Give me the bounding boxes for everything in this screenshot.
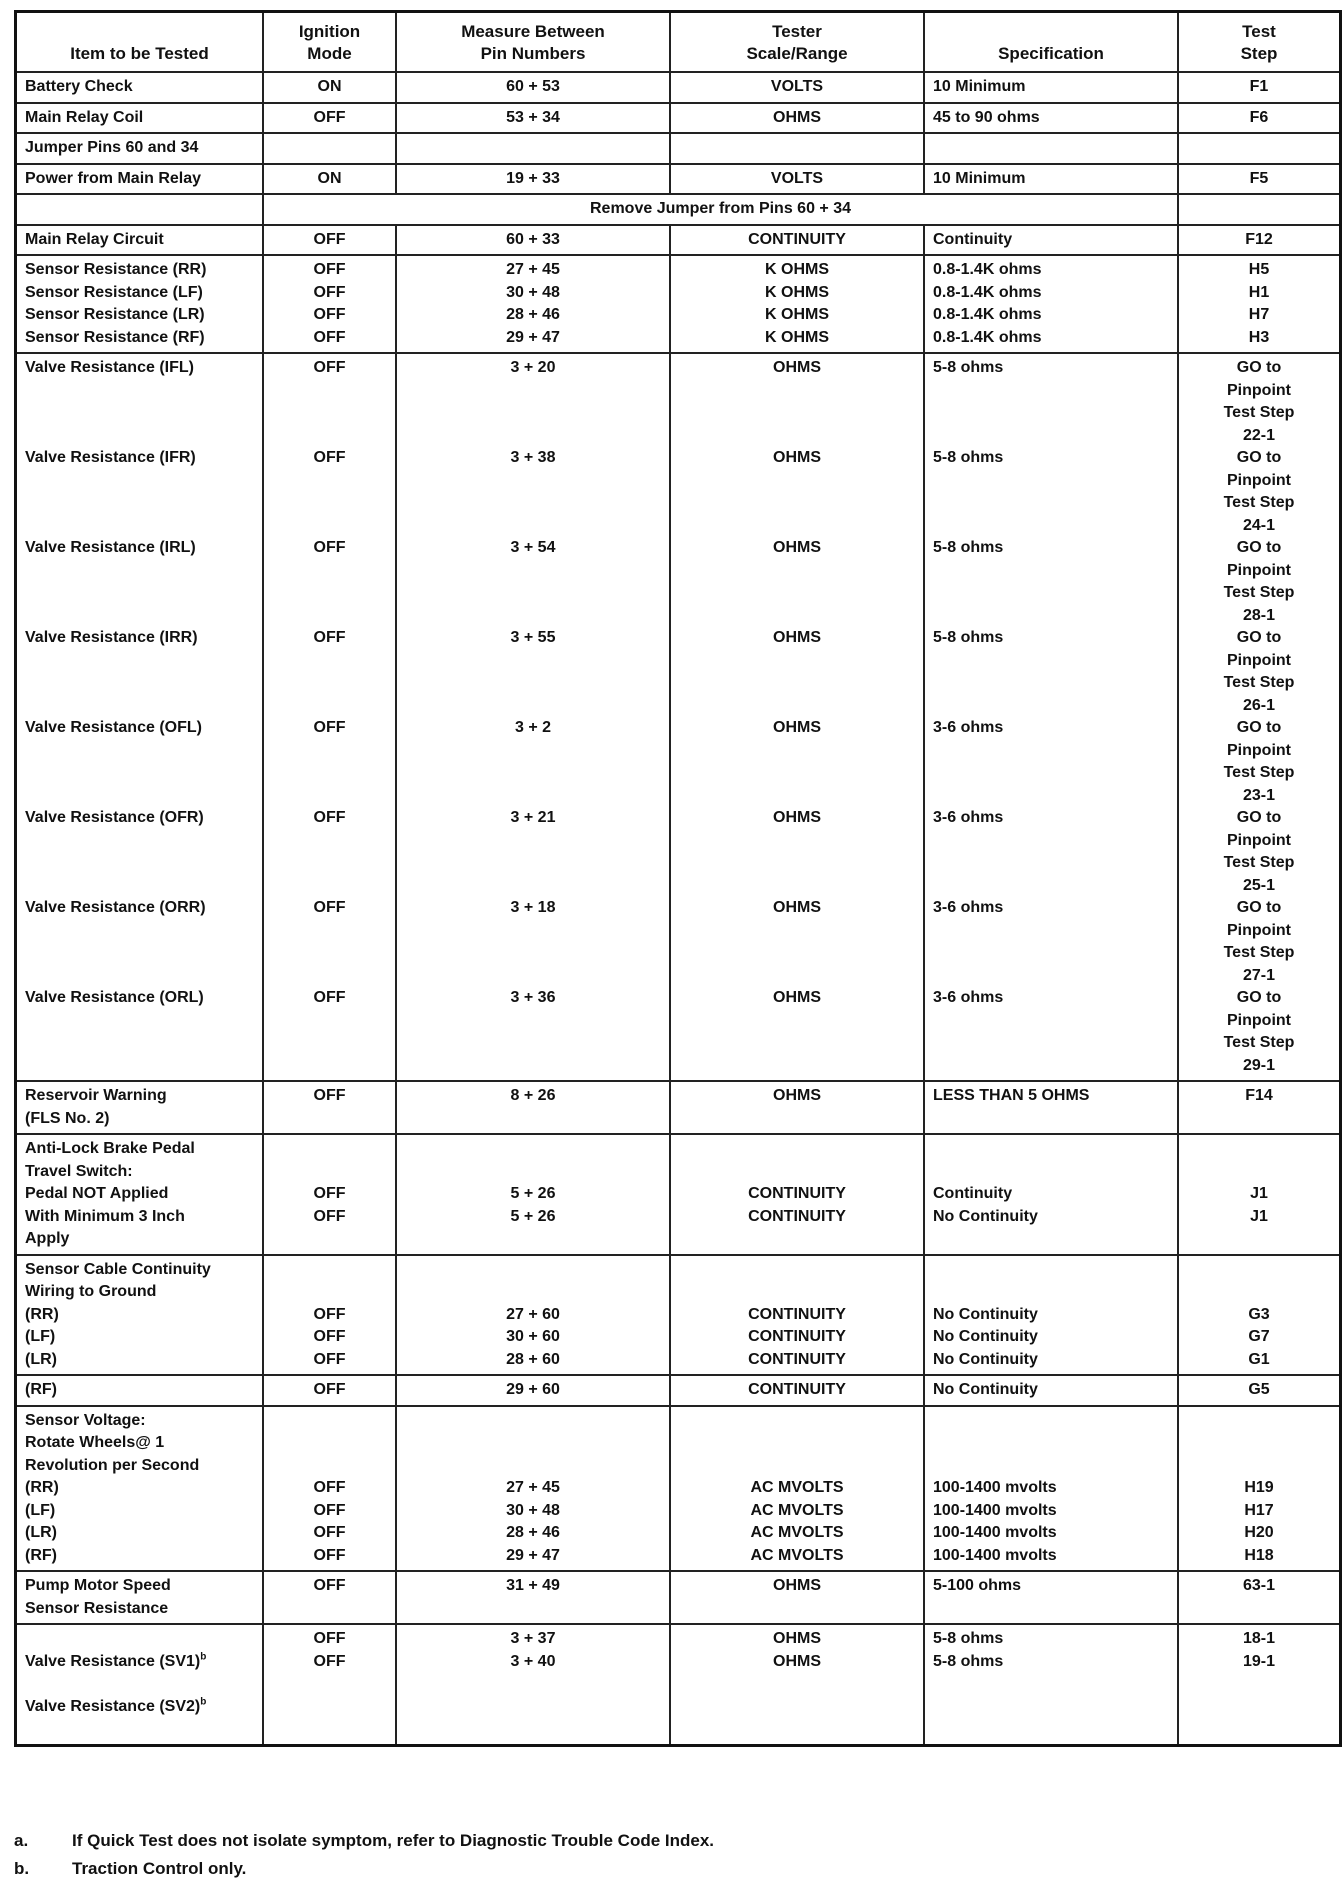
cell-spec	[924, 133, 1178, 164]
footnote-key: b.	[14, 1859, 30, 1878]
cell-item: Valve Resistance (IFL) Valve Resistance (IFR) Valve Resistance (IRL) Valve Resistance (IRR) Valve Resistance (OFL) Valve Resistance (OFR) Valve Resistance (ORR) Valve Resistance (ORL)	[16, 353, 264, 1081]
cell-ignition: ON	[263, 72, 396, 103]
cell-ignition: OFF	[263, 225, 396, 256]
cell-ignition: OFF OFF OFF OFF	[263, 1406, 396, 1572]
cell-pins: 3 + 20 3 + 38 3 + 54 3 + 55 3 + 2 3 + 21 3 + 18 3 + 36	[396, 353, 670, 1081]
cell-scale: CONTINUITY CONTINUITY CONTINUITY	[670, 1255, 924, 1376]
table-row	[16, 255, 1341, 353]
item-text: Valve Resistance (SV1)	[25, 1652, 201, 1670]
cell-pins: 29 + 60	[396, 1375, 670, 1406]
cell-step: F5	[1178, 164, 1341, 195]
table-row	[16, 164, 1341, 195]
table-row	[16, 1406, 1341, 1572]
cell-spec: 10 Minimum	[924, 72, 1178, 103]
cell-item: Anti-Lock Brake Pedal Travel Switch: Pedal NOT Applied With Minimum 3 Inch Apply	[16, 1134, 264, 1255]
cell-pins	[396, 133, 670, 164]
table-row-instruction	[16, 194, 1341, 225]
cell-step	[1178, 133, 1341, 164]
cell-item: Battery Check	[16, 72, 264, 103]
cell-scale: OHMS	[670, 103, 924, 134]
cell-step: F6	[1178, 103, 1341, 134]
cell-ignition: OFF OFF	[263, 1624, 396, 1745]
cell-ignition: OFF OFF	[263, 1134, 396, 1255]
table-row	[16, 1375, 1341, 1406]
cell-step: F1	[1178, 72, 1341, 103]
header-specification: Specification	[924, 12, 1178, 73]
cell-pins: 27 + 45 30 + 48 28 + 46 29 + 47	[396, 1406, 670, 1572]
table-row	[16, 1134, 1341, 1255]
cell-item: (RF)	[16, 1375, 264, 1406]
test-specification-sheet	[14, 10, 1295, 1747]
cell-pins: 53 + 34	[396, 103, 670, 134]
cell-item: Pump Motor Speed Sensor Resistance	[16, 1571, 264, 1624]
cell-scale: VOLTS	[670, 72, 924, 103]
cell-step: 63-1	[1178, 1571, 1341, 1624]
table-row	[16, 72, 1341, 103]
cell-scale: OHMS OHMS OHMS OHMS OHMS OHMS OHMS OHMS	[670, 353, 924, 1081]
cell-step: G5	[1178, 1375, 1341, 1406]
cell-spec: Continuity	[924, 225, 1178, 256]
cell-item	[16, 1624, 264, 1745]
cell-ignition: OFF OFF OFF	[263, 1255, 396, 1376]
cell-scale: OHMS	[670, 1571, 924, 1624]
cell-scale: CONTINUITY	[670, 1375, 924, 1406]
cell-ignition: OFF OFF OFF OFF OFF OFF OFF OFF	[263, 353, 396, 1081]
cell-ignition: OFF	[263, 1081, 396, 1134]
cell-spec: 5-100 ohms	[924, 1571, 1178, 1624]
table-header-row	[16, 12, 1341, 73]
cell-pins: 8 + 26	[396, 1081, 670, 1134]
cell-step: F12	[1178, 225, 1341, 256]
cell-item: Power from Main Relay	[16, 164, 264, 195]
table-row	[16, 1081, 1341, 1134]
cell-item: Main Relay Circuit	[16, 225, 264, 256]
cell-step: G3 G7 G1	[1178, 1255, 1341, 1376]
table-row	[16, 1255, 1341, 1376]
cell-pins: 3 + 37 3 + 40	[396, 1624, 670, 1745]
cell-spec: No Continuity	[924, 1375, 1178, 1406]
footnote-b	[14, 1855, 1254, 1883]
footnote-marker: b	[200, 1696, 207, 1708]
table-row	[16, 225, 1341, 256]
instruction-remove-jumper: Remove Jumper from Pins 60 + 34	[263, 194, 1178, 225]
cell-spec: 10 Minimum	[924, 164, 1178, 195]
footnote-key: a.	[14, 1831, 29, 1850]
footnote-text: If Quick Test does not isolate symptom, refer to Diagnostic Trouble Code Index.	[72, 1831, 715, 1850]
cell-step: H19 H17 H20 H18	[1178, 1406, 1341, 1572]
footnote-marker: b	[200, 1651, 207, 1663]
item-line	[25, 1696, 254, 1719]
table-row	[16, 353, 1341, 1081]
cell-pins: 27 + 60 30 + 60 28 + 60	[396, 1255, 670, 1376]
footnote-a	[14, 1827, 1254, 1855]
cell-item: Sensor Cable Continuity Wiring to Ground (RR) (LF) (LR)	[16, 1255, 264, 1376]
table-row	[16, 1624, 1341, 1745]
header-item-to-be-tested: Item to be Tested	[16, 12, 264, 73]
cell-scale: OHMS OHMS	[670, 1624, 924, 1745]
cell-scale: OHMS	[670, 1081, 924, 1134]
header-test-step: Test Step	[1178, 12, 1341, 73]
header-tester-scale: Tester Scale/Range	[670, 12, 924, 73]
cell-pins: 60 + 53	[396, 72, 670, 103]
cell-step: H5 H1 H7 H3	[1178, 255, 1341, 353]
cell-ignition: OFF	[263, 1571, 396, 1624]
cell-ignition: OFF	[263, 1375, 396, 1406]
footnotes	[14, 1827, 1254, 1883]
header-ignition-mode: Ignition Mode	[263, 12, 396, 73]
footnote-text: Traction Control only.	[72, 1859, 247, 1878]
cell-scale	[670, 133, 924, 164]
cell-item: Sensor Resistance (RR) Sensor Resistance (LF) Sensor Resistance (LR) Sensor Resistance (RF)	[16, 255, 264, 353]
cell-scale: K OHMS K OHMS K OHMS K OHMS	[670, 255, 924, 353]
table-row	[16, 1571, 1341, 1624]
table-row	[16, 133, 1341, 164]
cell-item: Jumper Pins 60 and 34	[16, 133, 264, 164]
cell-item: Sensor Voltage: Rotate Wheels@ 1 Revolution per Second (RR) (LF) (LR) (RF)	[16, 1406, 264, 1572]
cell-spec: 5-8 ohms 5-8 ohms 5-8 ohms 5-8 ohms 3-6 ohms 3-6 ohms 3-6 ohms 3-6 ohms	[924, 353, 1178, 1081]
cell-ignition: ON	[263, 164, 396, 195]
cell-empty	[16, 194, 264, 225]
cell-ignition	[263, 133, 396, 164]
cell-item: Reservoir Warning (FLS No. 2)	[16, 1081, 264, 1134]
cell-pins: 31 + 49	[396, 1571, 670, 1624]
pin-test-table	[14, 10, 1342, 1747]
cell-spec: 45 to 90 ohms	[924, 103, 1178, 134]
cell-scale: VOLTS	[670, 164, 924, 195]
cell-spec: 0.8-1.4K ohms 0.8-1.4K ohms 0.8-1.4K ohms 0.8-1.4K ohms	[924, 255, 1178, 353]
cell-empty	[1178, 194, 1341, 225]
cell-spec: 5-8 ohms 5-8 ohms	[924, 1624, 1178, 1745]
cell-step: J1 J1	[1178, 1134, 1341, 1255]
cell-scale: AC MVOLTS AC MVOLTS AC MVOLTS AC MVOLTS	[670, 1406, 924, 1572]
cell-spec: No Continuity No Continuity No Continuity	[924, 1255, 1178, 1376]
cell-scale: CONTINUITY	[670, 225, 924, 256]
cell-pins: 5 + 26 5 + 26	[396, 1134, 670, 1255]
item-line	[25, 1651, 254, 1674]
cell-pins: 60 + 33	[396, 225, 670, 256]
cell-pins: 19 + 33	[396, 164, 670, 195]
header-pin-numbers: Measure Between Pin Numbers	[396, 12, 670, 73]
cell-pins: 27 + 45 30 + 48 28 + 46 29 + 47	[396, 255, 670, 353]
item-text: Valve Resistance (SV2)	[25, 1697, 201, 1715]
cell-step: F14	[1178, 1081, 1341, 1134]
cell-step: GO to Pinpoint Test Step 22-1 GO to Pinpoint Test Step 24-1 GO to Pinpoint Test Step 28-1 GO to Pinpoint Test Step 26-1 GO to Pinpoint Test Step 23-1 GO to Pinpoint Test Step 25-1 GO to Pinpoint Test Step 27-1 GO to Pinpoint Test Step 29-1	[1178, 353, 1341, 1081]
cell-step: 18-1 19-1	[1178, 1624, 1341, 1745]
cell-ignition: OFF	[263, 103, 396, 134]
cell-spec: Continuity No Continuity	[924, 1134, 1178, 1255]
cell-item: Main Relay Coil	[16, 103, 264, 134]
cell-spec: 100-1400 mvolts 100-1400 mvolts 100-1400 mvolts 100-1400 mvolts	[924, 1406, 1178, 1572]
table-row	[16, 103, 1341, 134]
cell-spec: LESS THAN 5 OHMS	[924, 1081, 1178, 1134]
cell-ignition: OFF OFF OFF OFF	[263, 255, 396, 353]
cell-scale: CONTINUITY CONTINUITY	[670, 1134, 924, 1255]
